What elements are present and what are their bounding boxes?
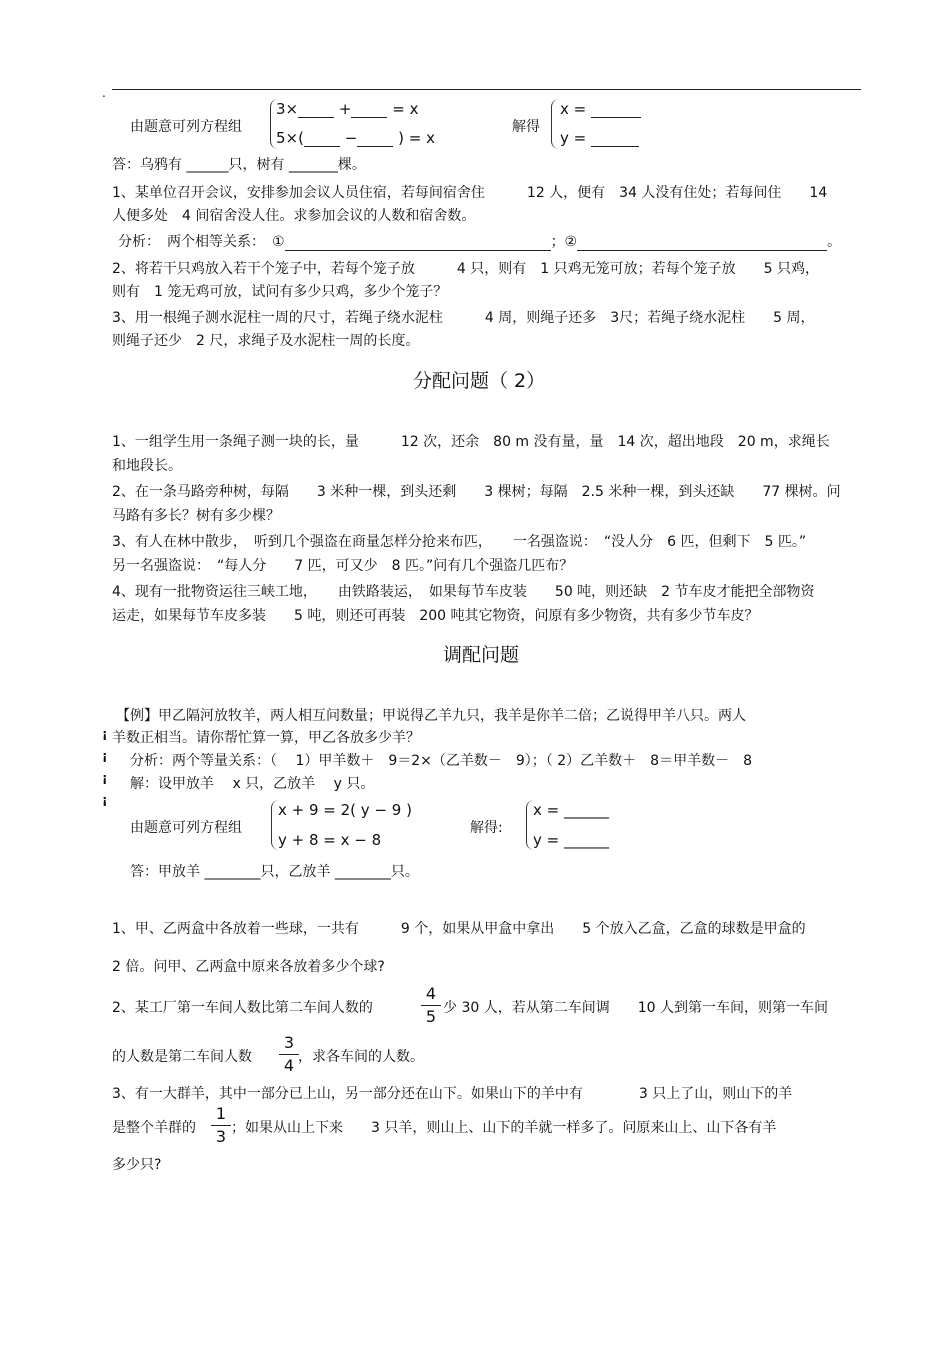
problem-1-line-2: 人便多处 4 间宿舍没人住。求参加会议的人数和宿舍数。: [112, 208, 476, 224]
fraction-denominator: 5: [425, 1007, 437, 1026]
sol-x-label: x =: [560, 100, 587, 118]
equation-1: [276, 100, 418, 118]
setup-label-2: 由题意可列方程组: [130, 820, 242, 836]
example-solution-x: x = ______: [533, 801, 609, 819]
fraction-numerator: 3: [283, 1033, 295, 1052]
eq2-blank-2: [357, 132, 393, 147]
problem-2-line-2: 则有 1 笼无鸡可放，试问有多少只鸡，多少个笼子？: [112, 284, 448, 300]
margin-marker: ¡: [102, 749, 108, 763]
example-analysis: 分析：两个等量关系：（ 1）甲羊数＋ 9＝2×（乙羊数－ 9）；（ 2）乙羊数＋ 8＝甲羊数－ 8: [130, 753, 752, 769]
solve-label-2: 解得:: [470, 820, 503, 836]
s3-question-1-line-1: 1、甲、乙两盒中各放着一些球，一共有 9 个，如果从甲盒中拿出 5 个放入乙盒，乙盒的球数是甲盒的: [112, 921, 806, 937]
fraction-four-fifths: [421, 984, 441, 1027]
fraction-numerator: 4: [425, 984, 437, 1003]
analysis-separator: ；②: [550, 234, 578, 250]
margin-marker: ¡: [102, 771, 108, 785]
sol-y-label: y =: [560, 129, 587, 147]
problem-2-line-1: 2、将若干只鸡放入若干个笼子中，若每个笼子放 4 只，则有 1 只鸡无笼可放；若每个笼子放 5 只鸡，: [112, 261, 819, 277]
example-solution-y: y = ______: [533, 831, 609, 849]
eq1-blank-1: [298, 103, 334, 118]
s3-question-2-line-2b: ，求各车间的人数。: [298, 1049, 424, 1065]
section-title-adjustment: 调配问题: [443, 644, 520, 666]
problem-1-line-1: 1、某单位召开会议，安排参加会议人员住宿，若每间宿舍住 12 人，便有 34 人没有住处；若每间住 14: [112, 185, 828, 201]
example-equation-1: x + 9 = 2( y − 9 ): [278, 801, 412, 819]
section-title-allocation-2: 分配问题（ 2）: [413, 370, 546, 392]
s2-problem-3-line-1: 3、有人在林中散步， 听到几个强盗在商量怎样分抢来布匹， 一名强盗说： “没人分 6 匹，但剩下 5 匹。”: [112, 534, 807, 550]
problem-3-line-2: 则绳子还少 2 尺，求绳子及水泥柱一周的长度。: [112, 333, 420, 349]
analysis-line: [118, 231, 841, 251]
problem-3-line-1: 3、用一根绳子测水泥柱一周的尺寸，若绳子绕水泥柱 4 周，则绳子还多 3尺；若绳子绕水泥柱 5 周，: [112, 310, 815, 326]
s2-problem-2-line-1: 2、在一条马路旁种树，每隔 3 米种一棵，到头还剩 3 棵树；每隔 2.5 米种一棵，到头还缺 77 棵树。问: [112, 484, 841, 500]
margin-marker: ¡: [102, 727, 108, 741]
eq1-plus: +: [338, 100, 352, 118]
top-rule: [112, 89, 861, 90]
s2-problem-4-line-1: 4、现有一批物资运往三峡工地， 由铁路装运， 如果每节车皮装 50 吨，则还缺 2 节车皮才能把全部物资: [112, 584, 815, 600]
analysis-blank-1: [285, 236, 551, 251]
s3-question-2-line-2a: 的人数是第二车间人数: [112, 1049, 252, 1065]
s3-question-3-line-2b: ；如果从山上下来 3 只羊，则山上、山下的羊就一样多了。问原来山上、山下各有羊: [231, 1120, 777, 1136]
s2-problem-2-line-2: 马路有多长？树有多少棵？: [112, 508, 280, 524]
eq2-term: 5×(: [276, 129, 304, 147]
example-equation-2: y + 8 = x − 8: [278, 831, 382, 849]
margin-marker: ¡: [102, 793, 108, 807]
example-line-1: 【例】甲乙隔河放牧羊，两人相互问数量；甲说得乙羊九只，我羊是你羊二倍；乙说得甲羊八只。两人: [116, 708, 746, 724]
s3-question-3-line-3: 多少只?: [112, 1157, 162, 1173]
s2-problem-3-line-2: 另一名强盗说： “每人分 7 匹，可又少 8 匹。”问有几个强盗几匹布？: [112, 558, 574, 574]
eq1-term: 3×: [276, 100, 299, 118]
fraction-denominator: 4: [283, 1056, 295, 1075]
fraction-one-third: [211, 1104, 231, 1147]
sol-x-blank: [591, 103, 641, 118]
analysis-label: 分析： 两个相等关系： ①: [118, 234, 285, 250]
example-solution-setup: 解：设甲放羊 x 只，乙放羊 y 只。: [130, 776, 375, 792]
eq1-rhs: = x: [392, 100, 419, 118]
fraction-numerator: 1: [215, 1104, 227, 1123]
s3-question-2-line-1b: 少 30 人，若从第二车间调 10 人到第一车间，则第一车间: [443, 1000, 828, 1016]
eq2-minus: −: [344, 129, 358, 147]
s2-problem-1-line-2: 和地段长。: [112, 458, 182, 474]
analysis-blank-2: [577, 236, 827, 251]
s2-problem-4-line-2: 运走，如果每节车皮多装 5 吨，则还可再装 200 吨其它物资，问原有多少物资，共有多少节车皮？: [112, 608, 759, 624]
fraction-bar: [421, 1005, 441, 1006]
example-answer: 答：甲放羊 ________只，乙放羊 ________只。: [130, 864, 419, 880]
fraction-bar: [279, 1054, 299, 1055]
eq2-rhs: ) = x: [398, 129, 435, 147]
eq2-blank-1: [304, 132, 340, 147]
solution-y: [560, 129, 639, 147]
sol-y-blank: [591, 132, 639, 147]
fraction-three-quarters: [279, 1033, 299, 1076]
solution-brace: [551, 99, 560, 149]
s3-question-2-line-1a: 2、某工厂第一车间人数比第二车间人数的: [112, 1000, 373, 1016]
answer-line: 答：乌鸦有 ______只，树有 _______棵。: [112, 157, 366, 173]
bullet-dot: .: [102, 86, 106, 100]
analysis-end: 。: [827, 234, 842, 250]
solve-label: 解得: [512, 119, 540, 135]
solution-x: [560, 100, 641, 118]
s2-problem-1-line-1: 1、一组学生用一条绳子测一块的长，量 12 次，还余 80 m 没有量，量 14 次，超出地段 20 m，求绳长: [112, 434, 830, 450]
equation-2: [276, 129, 435, 147]
fraction-bar: [211, 1125, 231, 1126]
example-line-2: 羊数正相当。请你帮忙算一算，甲乙各放多少羊？: [112, 730, 420, 746]
s3-question-3-line-1: 3、有一大群羊，其中一部分已上山，另一部分还在山下。如果山下的羊中有 3 只上了山，则山下的羊: [112, 1086, 793, 1102]
s3-question-3-line-2a: 是整个羊群的: [112, 1120, 196, 1136]
eq1-blank-2: [351, 103, 387, 118]
fraction-denominator: 3: [215, 1127, 227, 1146]
s3-question-1-line-2: 2 倍。问甲、乙两盒中原来各放着多少个球?: [112, 959, 385, 975]
setup-label: 由题意可列方程组: [130, 119, 242, 135]
